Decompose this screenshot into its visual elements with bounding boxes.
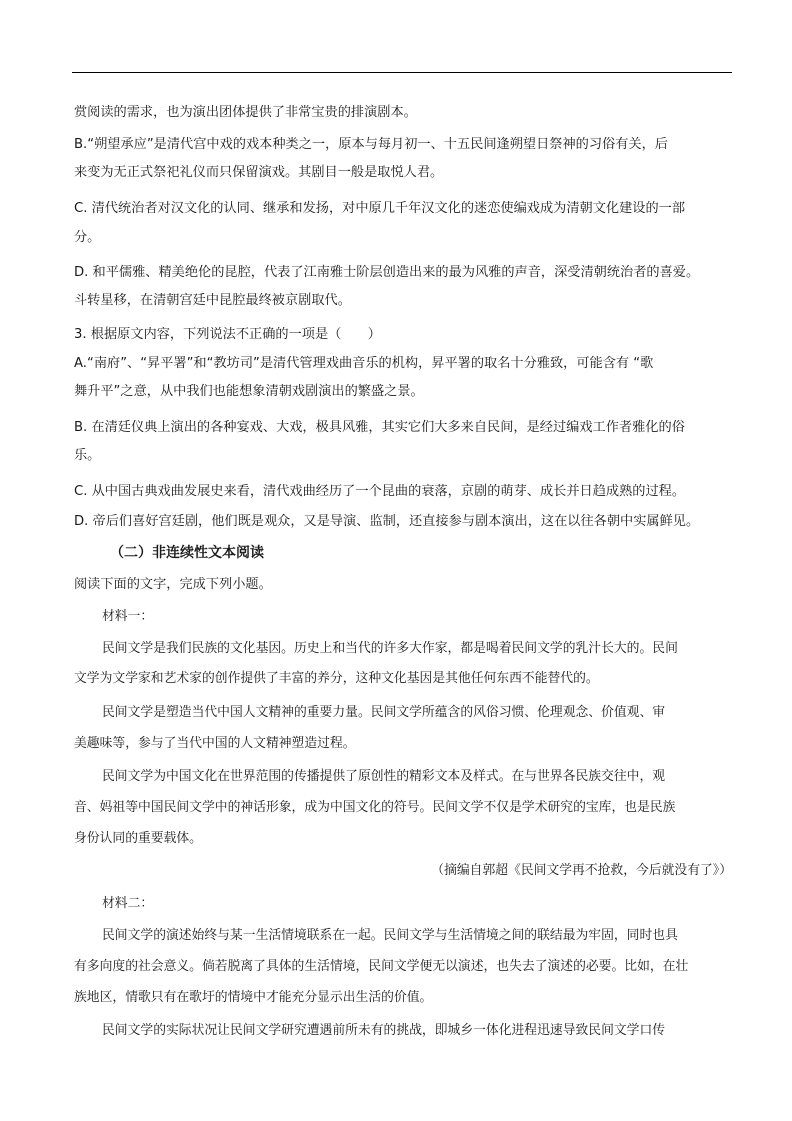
source-citation: （摘编自郭超《民间文学再不抢救，今后就没有了》） <box>431 863 732 878</box>
paragraph-line: 文学为文学家和艺术家的创作提供了丰富的养分，这种文化基因是其他任何东西不能替代的。 <box>74 671 599 686</box>
section-heading: （二）非连续性文本阅读 <box>110 545 264 561</box>
paragraph-line: 美趣味等，参与了当代中国的人文精神塑造过程。 <box>74 736 356 751</box>
paragraph-line: 民间文学的演述始终与某一生活情境联系在一起。民间文学与生活情境之间的联结最为牢固，同时也具 <box>102 928 678 943</box>
option-d-line: D. 帝后们喜好宫廷剧，他们既是观众，又是导演、监制，还直接参与剧本演出，这在以往各朝中实属鲜见。 <box>74 514 700 529</box>
material-2-label: 材料二： <box>102 896 154 911</box>
paragraph-line: 民间文学是我们民族的文化基因。历史上和当代的许多大作家，都是喝着民间文学的乳汁长大的。民间 <box>102 641 678 656</box>
paragraph-line: 民间文学为中国文化在世界范围的传播提供了原创性的精彩文本及样式。在与世界各民族交往中，观 <box>102 769 666 784</box>
option-d-line: D. 和平儒雅、精美绝伦的昆腔，代表了江南雅士阶层创造出来的最为风雅的声音，深受清朝统治者的喜爱。 <box>74 265 700 280</box>
option-b-line: B.“朔望承应”是清代宫中戏的戏本种类之一，原本与每月初一、十五民间逢朔望日祭神的习俗有关，后 <box>74 137 668 152</box>
text-line: 乐。 <box>74 448 101 463</box>
text-line: 分。 <box>74 230 101 245</box>
option-c-line: C. 从中国古典戏曲发展史来看，清代戏曲经历了一个昆曲的衰落，京剧的萌芽、成长并日趋成熟的过程。 <box>74 484 686 499</box>
paragraph-line: 民间文学是塑造当代中国人文精神的重要力量。民间文学所蕴含的风俗习惯、伦理观念、价值观、审 <box>102 705 666 720</box>
material-1-label: 材料一： <box>102 609 154 624</box>
text-line: 舞升平”之意，从中我们也能想象清朝戏剧演出的繁盛之景。 <box>74 384 424 399</box>
paragraph-line: 身份认同的重要载体。 <box>74 831 202 846</box>
option-c-line: C. 清代统治者对汉文化的认同、继承和发扬，对中原几千年汉文化的迷恋使编戏成为清朝文化建设的一部 <box>74 201 686 216</box>
header-rule <box>72 72 732 73</box>
text-line: 赏阅读的需求，也为演出团体提供了非常宝贵的排演剧本。 <box>74 105 417 120</box>
instruction-line: 阅读下面的文字，完成下列小题。 <box>74 577 272 592</box>
paragraph-line: 音、妈祖等中国民间文学中的神话形象，成为中国文化的符号。民间文学不仅是学术研究的宝库，也是民族 <box>74 800 676 815</box>
option-b-line: B. 在清廷仪典上演出的各种宴戏、大戏，极具风雅，其实它们大多来自民间，是经过编戏工作者雅化的俗 <box>74 420 685 435</box>
text-line: 斗转星移，在清朝宫廷中昆腔最终被京剧取代。 <box>74 293 351 308</box>
text-line: 来变为无正式祭祀礼仪而只保留演戏。其剧目一般是取悦人君。 <box>74 165 444 180</box>
paragraph-line: 族地区，情歌只有在歌圩的情境中才能充分显示出生活的价值。 <box>74 990 433 1005</box>
paragraph-line: 民间文学的实际状况让民间文学研究遭遇前所未有的挑战，即城乡一体化进程迅速导致民间文学口传 <box>102 1023 666 1038</box>
question-3: 3. 根据原文内容，下列说法不正确的一项是（ ） <box>74 327 381 342</box>
option-a-line: A.“南府”、“昇平署”和“教坊司”是清代管理戏曲音乐的机构，昇平署的取名十分雅致，可能含有 “歌 <box>74 356 654 371</box>
paragraph-line: 有多向度的社会意义。倘若脱离了具体的生活情境，民间文学便无以演述，也失去了演述的必要。比如，在壮 <box>74 959 689 974</box>
